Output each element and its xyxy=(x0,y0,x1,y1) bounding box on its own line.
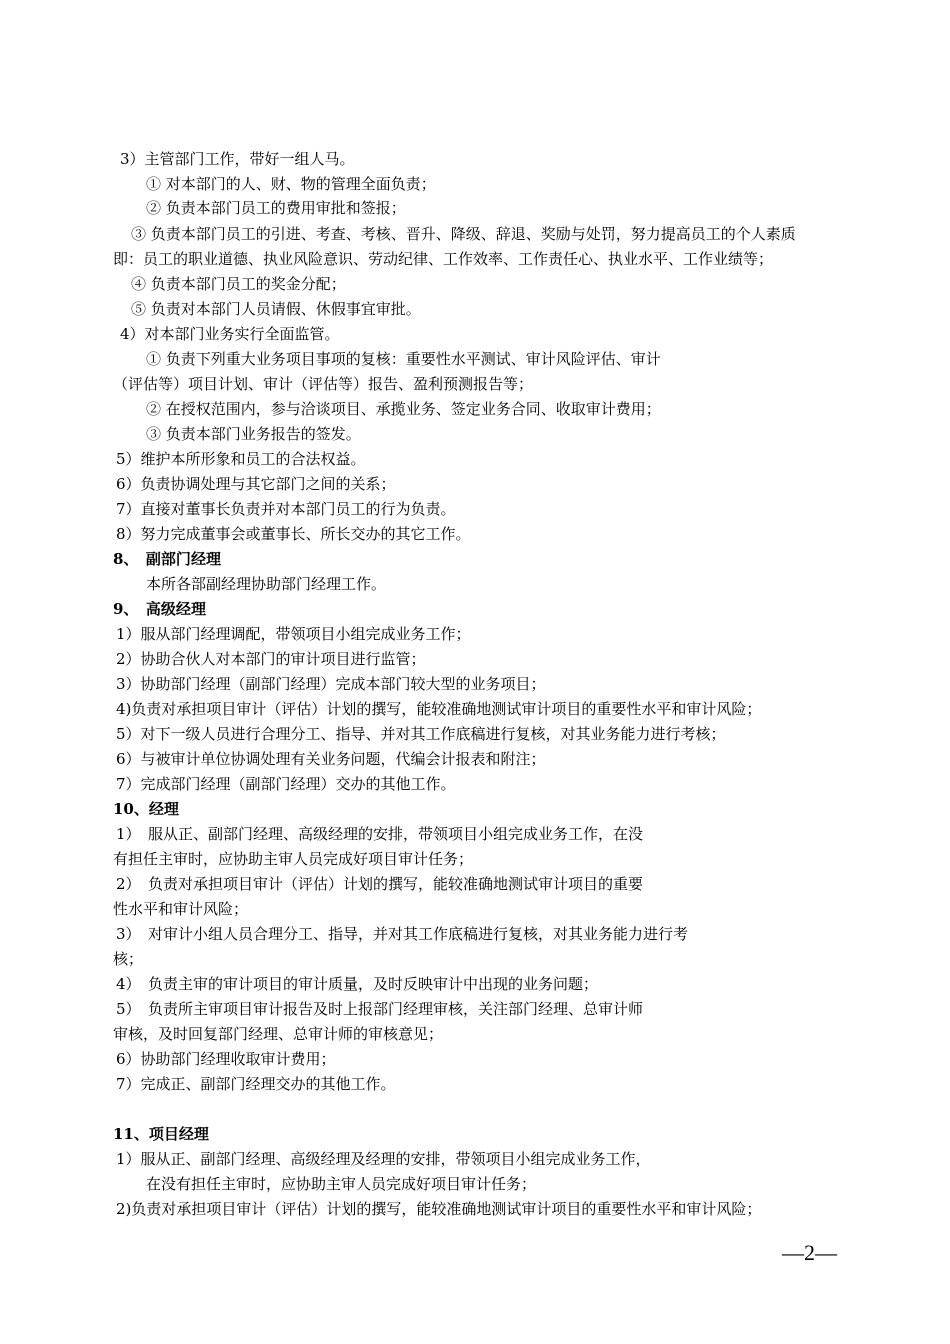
text-line: 4)负责对承担项目审计（评估）计划的撰写，能较准确地测试审计项目的重要性水平和审计风险； xyxy=(116,700,762,718)
text-line: （评估等）项目计划、审计（评估等）报告、盈利预测报告等； xyxy=(113,375,534,393)
text-line: 8）努力完成董事会或董事长、所长交办的其它工作。 xyxy=(116,525,471,543)
text-line: 5）对下一级人员进行合理分工、指导、并对其工作底稿进行复核，对其业务能力进行考核； xyxy=(116,725,726,743)
page-number: —2— xyxy=(782,1240,837,1265)
text-line: 2） 负责对承担项目审计（评估）计划的撰写，能较准确地测试审计项目的重要 xyxy=(116,875,644,893)
text-line: 7）完成部门经理（副部门经理）交办的其他工作。 xyxy=(116,775,456,793)
text-line: 5）维护本所形象和员工的合法权益。 xyxy=(116,450,366,468)
text-line: 性水平和审计风险； xyxy=(113,900,249,918)
text-line: ⑤ 负责对本部门人员请假、休假事宜审批。 xyxy=(131,300,421,318)
text-line: ③ 负责本部门业务报告的签发。 xyxy=(146,425,361,443)
text-line: 4）对本部门业务实行全面监管。 xyxy=(120,325,340,343)
text-line: 3） 对审计小组人员合理分工、指导，并对其工作底稿进行复核，对其业务能力进行考 xyxy=(116,925,689,943)
text-line: 2）协助合伙人对本部门的审计项目进行监管； xyxy=(116,650,426,668)
text-line: 6）协助部门经理收取审计费用； xyxy=(116,1050,336,1068)
text-line: 1）服从部门经理调配，带领项目小组完成业务工作； xyxy=(116,625,471,643)
text-line: ② 在授权范围内，参与洽谈项目、承揽业务、签定业务合同、收取审计费用； xyxy=(146,400,661,418)
text-line: 7）直接对董事长负责并对本部门员工的行为负责。 xyxy=(116,500,456,518)
text-line: 审核，及时回复部门经理、总审计师的审核意见； xyxy=(113,1025,444,1043)
text-line: 5） 负责所主审项目审计报告及时上报部门经理审核，关注部门经理、总审计师 xyxy=(116,1000,644,1018)
text-line: ③ 负责本部门员工的引进、考查、考核、晋升、降级、辞退、奖励与处罚，努力提高员工的个人素质 xyxy=(131,225,796,243)
section-heading: 11、项目经理 xyxy=(113,1125,209,1143)
text-line: 本所各部副经理协助部门经理工作。 xyxy=(146,575,387,593)
text-line: 7）完成正、副部门经理交办的其他工作。 xyxy=(116,1075,396,1093)
text-line: ① 对本部门的人、财、物的管理全面负责； xyxy=(146,175,436,193)
text-line: 2)负责对承担项目审计（评估）计划的撰写，能较准确地测试审计项目的重要性水平和审计风险； xyxy=(116,1200,762,1218)
text-line: 1） 服从正、副部门经理、高级经理的安排，带领项目小组完成业务工作，在没 xyxy=(116,825,644,843)
section-heading: 8、 副部门经理 xyxy=(113,550,221,568)
text-line: 有担任主审时，应协助主审人员完成好项目审计任务； xyxy=(113,850,474,868)
text-line: 6）与被审计单位协调处理有关业务问题，代编会计报表和附注； xyxy=(116,750,546,768)
text-line: 即：员工的职业道德、执业风险意识、劳动纪律、工作效率、工作责任心、执业水平、工作业绩等； xyxy=(113,250,774,268)
text-line: 4） 负责主审的审计项目的审计质量，及时反映审计中出现的业务问题； xyxy=(116,975,599,993)
text-line: ① 负责下列重大业务项目事项的复核：重要性水平测试、审计风险评估、审计 xyxy=(146,350,661,368)
text-line: 1）服从正、副部门经理、高级经理及经理的安排，带领项目小组完成业务工作， xyxy=(116,1150,651,1168)
text-line: ② 负责本部门员工的费用审批和签报； xyxy=(146,199,406,217)
text-line: 核； xyxy=(113,950,144,968)
text-line: 3）主管部门工作，带好一组人马。 xyxy=(120,150,355,168)
section-heading: 9、 高级经理 xyxy=(113,600,206,618)
text-line: 6）负责协调处理与其它部门之间的关系； xyxy=(116,475,396,493)
text-line: 3）协助部门经理（副部门经理）完成本部门较大型的业务项目； xyxy=(116,675,546,693)
text-line: ④ 负责本部门员工的奖金分配； xyxy=(131,275,346,293)
text-line: 在没有担任主审时，应协助主审人员完成好项目审计任务； xyxy=(146,1175,537,1193)
section-heading: 10、经理 xyxy=(113,800,179,818)
